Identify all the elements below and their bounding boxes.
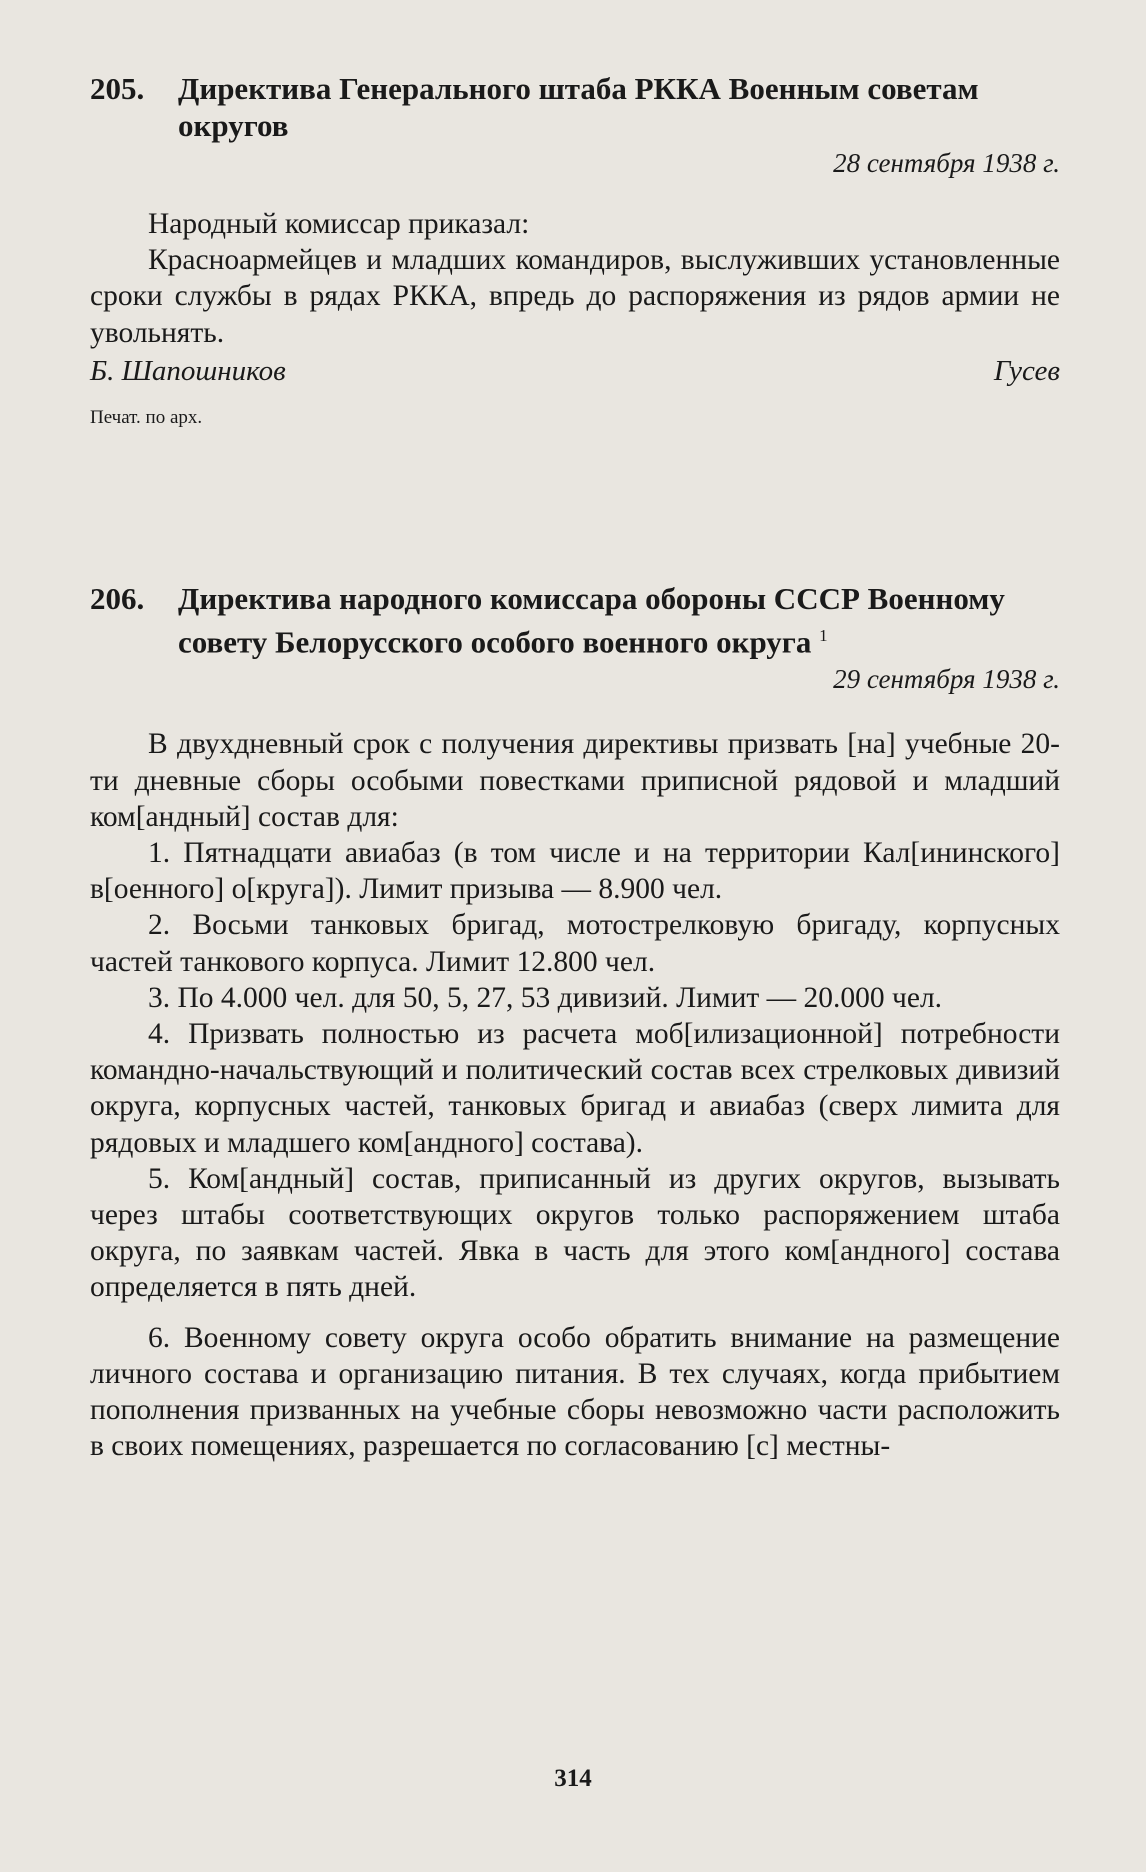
document-205-title: Директива Генерального штаба РККА Военным советам округов xyxy=(178,71,979,143)
signature-shaposhnikov: Б. Шапошников xyxy=(90,354,286,387)
document-206-title: Директива народного комиссара обороны СССР Военному совету Белорусского особого военного округа xyxy=(178,581,1005,660)
document-205-number: 205. xyxy=(90,71,145,106)
document-206-item-2: 2. Восьми танковых бригад, мотострелковую бригаду, корпусных частей танкового корпуса. Лимит 12.800 чел. xyxy=(90,909,1060,978)
document-205-paragraph: Народный комиссар приказал: xyxy=(148,208,530,240)
document-206-item-4: 4. Призвать полностью из расчета моб[илизационной] потребности командно-начальствующий и политический состав всех стрелковых дивизий округа, корпусных частей, танковых бригад и авиабаз (сверх лимита для рядовых и младшего ком[андного] состава). xyxy=(90,1017,1060,1159)
document-206-item-3: 3. По 4.000 чел. для 50, 5, 27, 53 дивизий. Лимит — 20.000 чел. xyxy=(148,981,943,1014)
document-205-source-note: Печат. по арх. xyxy=(90,406,203,428)
document-206-item-6: 6. Военному совету округа особо обратить внимание на размещение личного состава и организацию питания. В тех случаях, когда прибытием пополнения призванных на учебные сборы невозможно части расположить в своих помещениях, разрешается по согласованию [с] местны- xyxy=(90,1321,1060,1463)
document-205-paragraph: Красноармейцев и младших командиров, выслуживших установленные сроки службы в рядах РККА, впредь до распоряжения из рядов армии не увольнять. xyxy=(90,244,1060,349)
document-205-date: 28 сентября 1938 г. xyxy=(833,148,1060,178)
document-206-item-1: 1. Пятнадцати авиабаз (в том числе и на территории Кал[ининского] в[оенного] о[круга]). Лимит призыва — 8.900 чел. xyxy=(90,836,1060,906)
document-206-number: 206. xyxy=(90,581,145,616)
page-number: 314 xyxy=(554,1765,592,1792)
document-206-paragraph: В двухдневный срок с получения директивы призвать [на] учебные 20-ти дневные сборы особыми повестками приписной рядовой и младший ком[андный] состав для: xyxy=(90,728,1060,833)
document-205-signatures xyxy=(90,353,1060,389)
signature-gusev: Гусев xyxy=(993,354,1060,387)
document-206-date: 29 сентября 1938 г. xyxy=(833,664,1060,695)
footnote-marker: 1 xyxy=(819,626,828,645)
document-206-item-5: 5. Ком[андный] состав, приписанный из других округов, вызывать через штабы соответствующих округов только распоряжением штаба округа, по заявкам частей. Явка в часть для этого ком[андного] состава определяется в пять дней. xyxy=(90,1162,1060,1304)
document-205-heading xyxy=(90,70,1060,144)
document-206 xyxy=(90,580,1060,1464)
document-205 xyxy=(90,70,1060,431)
document-206-heading xyxy=(90,580,1060,660)
